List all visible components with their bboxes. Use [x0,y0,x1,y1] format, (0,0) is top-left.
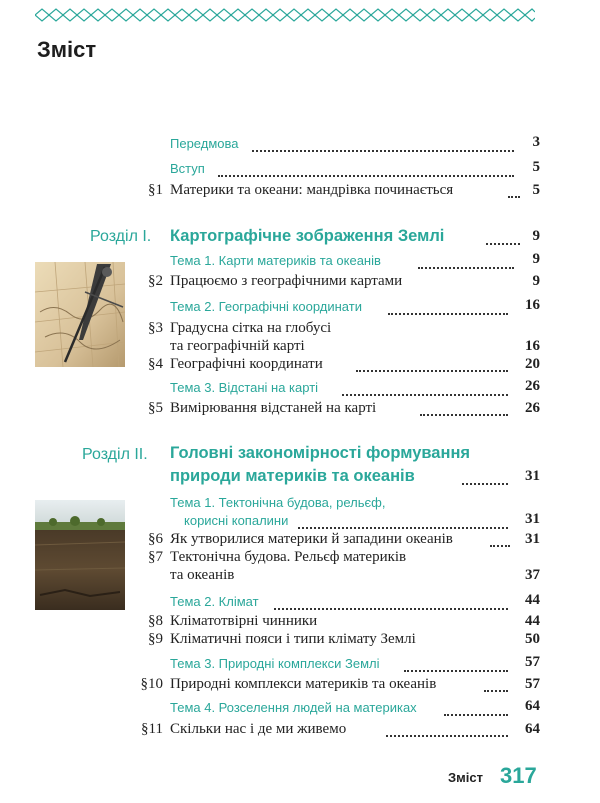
soil-field-photo [35,500,125,610]
page-number: 50 [525,631,540,647]
page-number: 31 [525,531,540,547]
section-prefix: Розділ I. [90,228,152,245]
toc-topic-3[interactable]: Тема 3. Природні комплекси Землі [170,656,380,671]
page-number: 20 [525,356,540,372]
page-number: 64 [525,698,540,714]
paragraph-number: §1 [148,182,163,198]
page-number: 9 [532,228,540,244]
leader-dots [418,267,514,269]
toc-entry-p5[interactable]: Вимірювання відстаней на карті [170,400,377,416]
toc-entry-intro[interactable]: Вступ [170,161,205,176]
section-title[interactable]: Картографічне зображення Землі [170,227,445,245]
page-number: 3 [532,134,540,150]
leader-dots [218,175,514,177]
toc-entry-p9[interactable]: Кліматичні пояси і типи клімату Землі [170,631,416,647]
leader-dots [386,735,508,737]
section-prefix: Розділ II. [82,446,148,463]
page-number: 44 [525,613,540,629]
leader-dots [484,690,508,692]
page-number: 16 [525,297,540,313]
paragraph-number: §9 [148,631,163,647]
page-number: 31 [525,468,540,484]
leader-dots [388,313,508,315]
page-number: 9 [532,251,540,267]
toc-topic-1-line2: корисні копалини [184,513,289,528]
page-number: 31 [525,511,540,527]
page-number: 44 [525,592,540,608]
section-title-line2: природи материків та океанів [170,467,415,485]
toc-topic-1[interactable]: Тема 1. Карти материків та океанів [170,253,381,268]
page-number: 57 [525,676,540,692]
paragraph-number: §6 [148,531,163,547]
paragraph-number: §2 [148,273,163,289]
toc-entry-p2[interactable]: Працюємо з географічними картами [170,273,403,289]
leader-dots [356,370,508,372]
page-number: 5 [532,159,540,175]
paragraph-number: §4 [148,356,163,372]
paragraph-number: §10 [140,676,163,692]
toc-entry-p11[interactable]: Скільки нас і де ми живемо [170,721,347,737]
paragraph-number: §5 [148,400,163,416]
toc-entry-p4[interactable]: Географічні координати [170,356,323,372]
page-number: 26 [525,378,540,394]
toc-entry-p10[interactable]: Природні комплекси материків та океанів [170,676,437,692]
toc-topic-1[interactable]: Тема 1. Тектонічна будова, рельєф, [170,495,386,510]
paragraph-number: §3 [148,320,163,336]
paragraph-number: §7 [148,549,163,565]
leader-dots [274,608,508,610]
toc-topic-2[interactable]: Тема 2. Клімат [170,594,259,609]
section-title[interactable]: Головні закономірності формування [170,444,471,462]
paragraph-number: §11 [141,721,163,737]
page-number: 37 [525,567,540,583]
toc-entry-p7[interactable]: Тектонічна будова. Рельєф материків [170,549,407,565]
leader-dots [252,150,514,152]
toc-entry-preface[interactable]: Передмова [170,136,239,151]
leader-dots [298,527,508,529]
page-title: Зміст [37,37,97,62]
page-number: 26 [525,400,540,416]
toc-topic-3[interactable]: Тема 3. Відстані на карті [170,380,319,395]
footer-label: Зміст [448,770,483,785]
leader-dots [486,243,520,245]
leader-dots [420,414,508,416]
toc-entry-p7-line2: та океанів [170,567,235,583]
leader-dots [444,714,508,716]
map-compass-photo [35,262,125,367]
toc-entry-p3-line2: та географічній карті [170,338,305,354]
leader-dots [490,545,510,547]
footer-page-number: 317 [500,763,537,788]
toc-topic-2[interactable]: Тема 2. Географічні координати [170,299,362,314]
leader-dots [342,394,508,396]
toc-entry-p6[interactable]: Як утворилися материки й западини океанів [170,531,453,547]
page-number: 57 [525,654,540,670]
page-number: 64 [525,721,540,737]
leader-dots [508,196,520,198]
page-number: 16 [525,338,540,354]
leader-dots [404,670,508,672]
page-number: 5 [532,182,540,198]
toc-topic-4[interactable]: Тема 4. Розселення людей на материках [170,700,417,715]
toc-entry-p3[interactable]: Градусна сітка на глобусі [170,320,332,336]
paragraph-number: §8 [148,613,163,629]
page-number: 9 [532,273,540,289]
leader-dots [462,483,508,485]
toc-entry-p8[interactable]: Кліматотвірні чинники [170,613,318,629]
toc-entry-p1[interactable]: Материки та океани: мандрівка починається [170,182,454,198]
